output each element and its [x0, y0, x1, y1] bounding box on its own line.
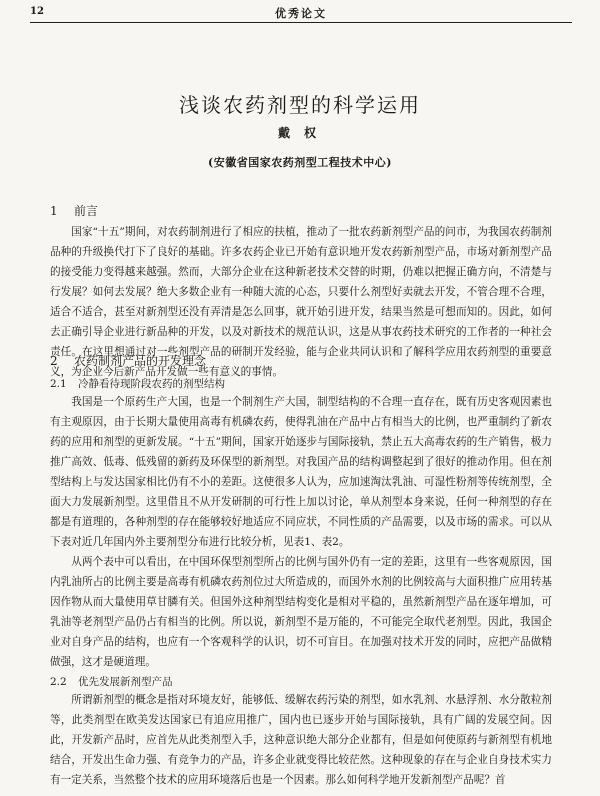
- journal-name: 优秀论文: [275, 7, 327, 20]
- subsection-heading-2-2: [50, 674, 173, 689]
- section-heading-1: [50, 202, 98, 219]
- subsection-number: 2.1: [50, 378, 67, 390]
- page-number: 12: [30, 6, 44, 17]
- subsection-number: 2.2: [50, 676, 67, 688]
- paragraph: 所谓新剂型的概念是指对环境友好，能够低、缓解农药污染的剂型，如水乳剂、水悬浮剂、水分散粒剂等，此类剂型在欧美发达国家已有追应用推广，国内也已逐步开始与国际接轨，具有广阔的发展空间。因此，开发新产品时，应首先从此类剂型入手，这种意识绝大部分企业都有，但是如何使原药与新剂型有机地结合，开发出生命力强、有竞争力的产品，许多企业就变得比较茫然。这种现象的存在与企业自身技术实力有一定关系，当然整个技术的应用环境落后也是一个因素。那么如何科学地开发新剂型产品呢？首: [50, 694, 552, 786]
- subsection-title: 冷静看待现阶段农药的剂型结构: [78, 378, 225, 390]
- section-title: 前言: [74, 204, 99, 218]
- paragraph: 我国是一个原药生产大国，也是一个制剂生产大国，制型结构的不合理一直存在，既有历史客观因素也有主观原因，由于长期大量使用高毒有机磷农药，使得乳油在产品中占有相当大的比例，也严重制约了新农药的应用和剂型的更新发展。“十五”期间，国家开始逐步与国际接轨，禁止五大高毒农药的生产销售，极力推广高效、低毒、低残留的新药及环保型的新剂型。对我国产品的结构调整起到了很好的推动作用。但在剂型结构上与发达国家相比仍有不小的差距。这使很多人认为，应加速淘汰乳油、可湿性粉剂等传统剂型，全面大力发展新剂型。这里借且不从开发研制的可行性上加以讨论，单从剂型本身来说，任何一种剂型的存在都是有道理的，各种剂型的存在能够较好地适应不同应状，不同性质的产品需要，以及市场的需求。可以从下表对近几年国内外主要剂型分布进行比较分析，见表1、表2。: [50, 396, 552, 548]
- section-number: 1: [50, 204, 58, 218]
- subsection-title: 优先发展新剂型产品: [78, 676, 173, 688]
- paragraph: 国家“十五”期间，对农药制剂进行了相应的扶植，推动了一批农药新剂型产品的问市，为我国农药制剂品种的升级换代打下了良好的基础。许多农药企业已开始有意识地开发农药新剂型产品，市场对新剂型产品的接受能力变得越来越强。然而，大部分企业在这种新老技术交替的时期，仍难以把握正确方向，不清楚与行发展？如何去发展？绝大多数企业有一种随大流的心态，只要什么剂型好卖就去开发，不管合理不合理，适合不适合，甚至对新剂型还没有弄清是怎么回事，就开始引进开发，结果当然是可想而知的。因此，如何去正确引导企业进行新品种的开发，以及对新技术的规范认识，这是从事农药技术研究的工作者的一种社会责任。在这里想通过对一些剂型产品的研制开发经验，能与企业共同认识和了解科学应用农药剂型的重要意义，为企业今后新产品开发做一些有意义的事情。: [50, 226, 552, 378]
- subsection-heading-2-1: [50, 376, 225, 391]
- paragraph: 从两个表中可以看出，在中国环保型剂型所占的比例与国外仍有一定的差距，这里有一些客观原因，国内乳油所占的比例主要是高毒有机磷农药剂位过大所造成的，而国外水剂的比例较高与大面积推广应用转基因作物从而大量使用草甘膦有关。但国外这种剂型结构变化是相对平稳的，虽然新剂型产品在逐年增加，可乳油等老剂型产品仍占有相当的比例。所以说，新剂型不是万能的，不可能完全取代老剂型。因此，我国企业对自身产品的结构，也应有一个客观科学的认识，切不可盲目。在加强对技术开发的同时，应把产品做精做强，这才是硬道理。: [50, 556, 552, 668]
- section-title: 农药制剂产品的开发理念: [74, 354, 207, 368]
- article-affiliation: (安徽省国家农药剂型工程技术中心): [208, 156, 392, 169]
- running-header: [30, 4, 572, 23]
- section-number: 2: [50, 354, 58, 368]
- section-heading-2: [50, 352, 206, 369]
- article-title: 浅谈农药剂型的科学运用: [179, 93, 421, 118]
- article-author: 戴权: [277, 126, 330, 140]
